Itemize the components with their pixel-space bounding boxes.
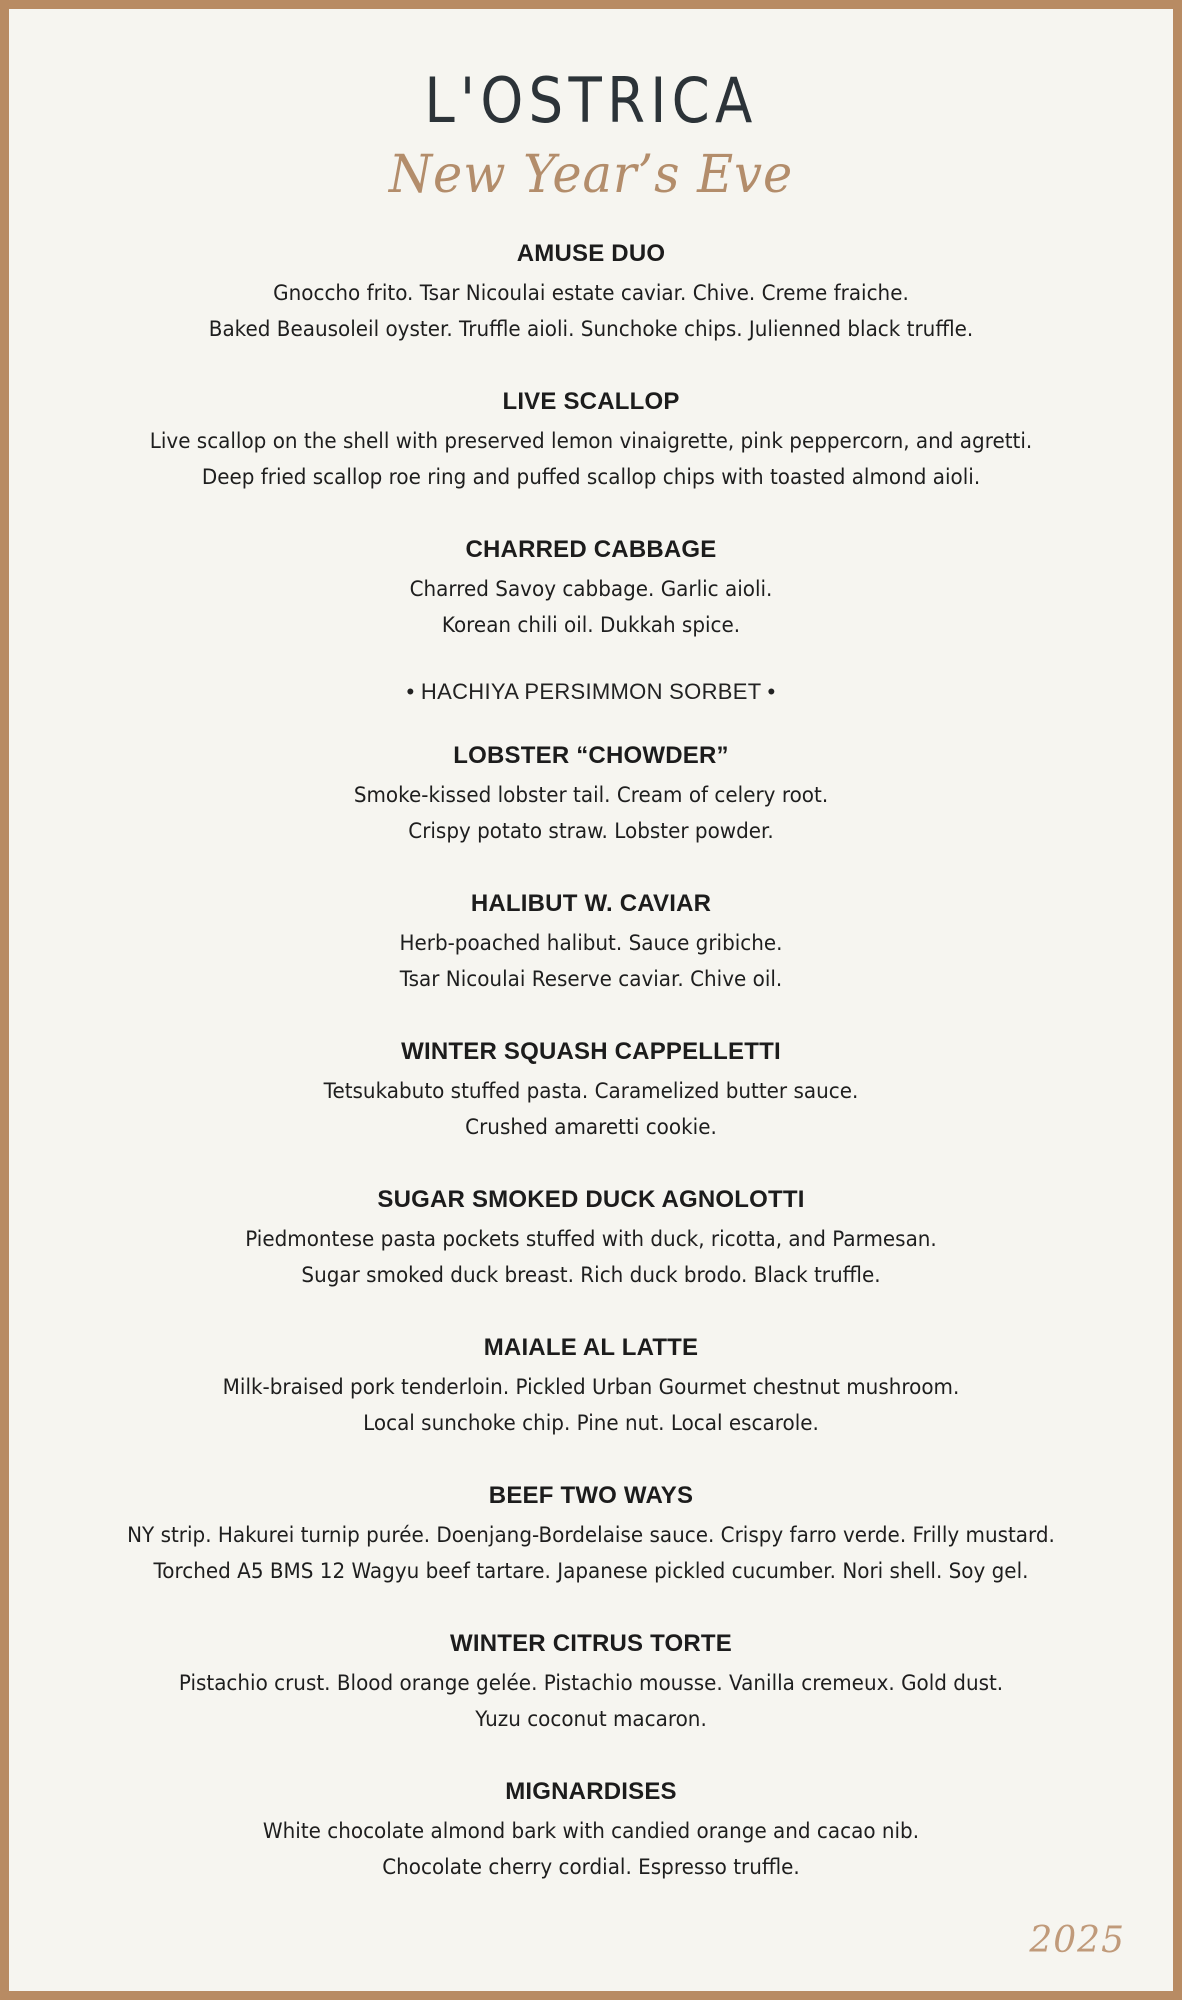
course-halibut-caviar: [9, 889, 1173, 997]
course-description-line: Tsar Nicoulai Reserve caviar. Chive oil.: [399, 967, 783, 991]
course-winter-squash-cappelletti: [9, 1037, 1173, 1145]
course-description-line: Milk-braised pork tenderloin. Pickled Urban Gourmet chestnut mushroom.: [222, 1375, 960, 1399]
course-title: AMUSE DUO: [516, 240, 666, 267]
course-description-line: Chocolate cherry cordial. Espresso truffle.: [382, 1855, 800, 1879]
course-description-line: Baked Beausoleil oyster. Truffle aioli. Sunchoke chips. Julienned black truffle.: [208, 317, 974, 341]
course-title: SUGAR SMOKED DUCK AGNOLOTTI: [377, 1186, 805, 1213]
course-description-line: Local sunchoke chip. Pine nut. Local escarole.: [363, 1411, 819, 1435]
course-description-line: Deep fried scallop roe ring and puffed scallop chips with toasted almond aioli.: [201, 465, 981, 489]
course-title: MIGNARDISES: [505, 1778, 677, 1805]
course-title: LOBSTER “CHOWDER”: [453, 742, 729, 769]
course-charred-cabbage: [9, 535, 1173, 643]
course-list: [9, 239, 1173, 1925]
year-label: 2025: [1029, 1920, 1125, 1961]
course-title: BEEF TWO WAYS: [488, 1482, 694, 1509]
course-description-line: Yuzu coconut macaron.: [475, 1707, 707, 1731]
course-description-line: Piedmontese pasta pockets stuffed with duck, ricotta, and Parmesan.: [245, 1227, 937, 1251]
course-description-line: Gnoccho frito. Tsar Nicoulai estate caviar. Chive. Creme fraiche.: [273, 281, 909, 305]
course-title: CHARRED CABBAGE: [465, 536, 717, 563]
course-title: WINTER CITRUS TORTE: [449, 1630, 732, 1657]
course-title: HALIBUT W. CAVIAR: [470, 890, 712, 917]
course-beef-two-ways: [9, 1481, 1173, 1589]
course-description-line: Crushed amaretti cookie.: [465, 1115, 717, 1139]
course-live-scallop: [9, 387, 1173, 495]
course-description-line: Sugar smoked duck breast. Rich duck brodo. Black truffle.: [301, 1263, 881, 1287]
course-lobster-chowder: [9, 741, 1173, 849]
course-duck-agnolotti: [9, 1185, 1173, 1293]
course-title: MAIALE AL LATTE: [483, 1334, 699, 1361]
course-description-line: Smoke-kissed lobster tail. Cream of celery root.: [353, 783, 829, 807]
course-description-line: Crispy potato straw. Lobster powder.: [408, 819, 774, 843]
course-description-line: Korean chili oil. Dukkah spice.: [441, 613, 741, 637]
course-amuse-duo: [9, 239, 1173, 347]
course-title: WINTER SQUASH CAPPELLETTI: [401, 1038, 781, 1065]
restaurant-name: L'OSTRICA: [424, 64, 758, 137]
course-title: LIVE SCALLOP: [502, 388, 680, 415]
menu-header: [9, 61, 1173, 205]
course-description-line: White chocolate almond bark with candied orange and cacao nib.: [262, 1819, 920, 1843]
course-description-line: Torched A5 BMS 12 Wagyu beef tartare. Japanese pickled cucumber. Nori shell. Soy gel.: [153, 1559, 1029, 1583]
sorbet-interlude: • HACHIYA PERSIMMON SORBET •: [406, 679, 776, 704]
course-description-line: Live scallop on the shell with preserved lemon vinaigrette, pink peppercorn, and agretti.: [149, 429, 1033, 453]
course-description-line: NY strip. Hakurei turnip purée. Doenjang-Bordelaise sauce. Crispy farro verde. Frilly mustard.: [127, 1523, 1055, 1547]
course-mignardises: [9, 1777, 1173, 1885]
course-description-line: Tetsukabuto stuffed pasta. Caramelized butter sauce.: [323, 1079, 859, 1103]
course-description-line: Pistachio crust. Blood orange gelée. Pistachio mousse. Vanilla cremeux. Gold dust.: [178, 1671, 1004, 1695]
course-winter-citrus-torte: [9, 1629, 1173, 1737]
course-description-line: Herb-poached halibut. Sauce gribiche.: [399, 931, 783, 955]
course-description-line: Charred Savoy cabbage. Garlic aioli.: [409, 577, 773, 601]
event-title: New Year’s Eve: [388, 145, 794, 205]
course-maiale-al-latte: [9, 1333, 1173, 1441]
